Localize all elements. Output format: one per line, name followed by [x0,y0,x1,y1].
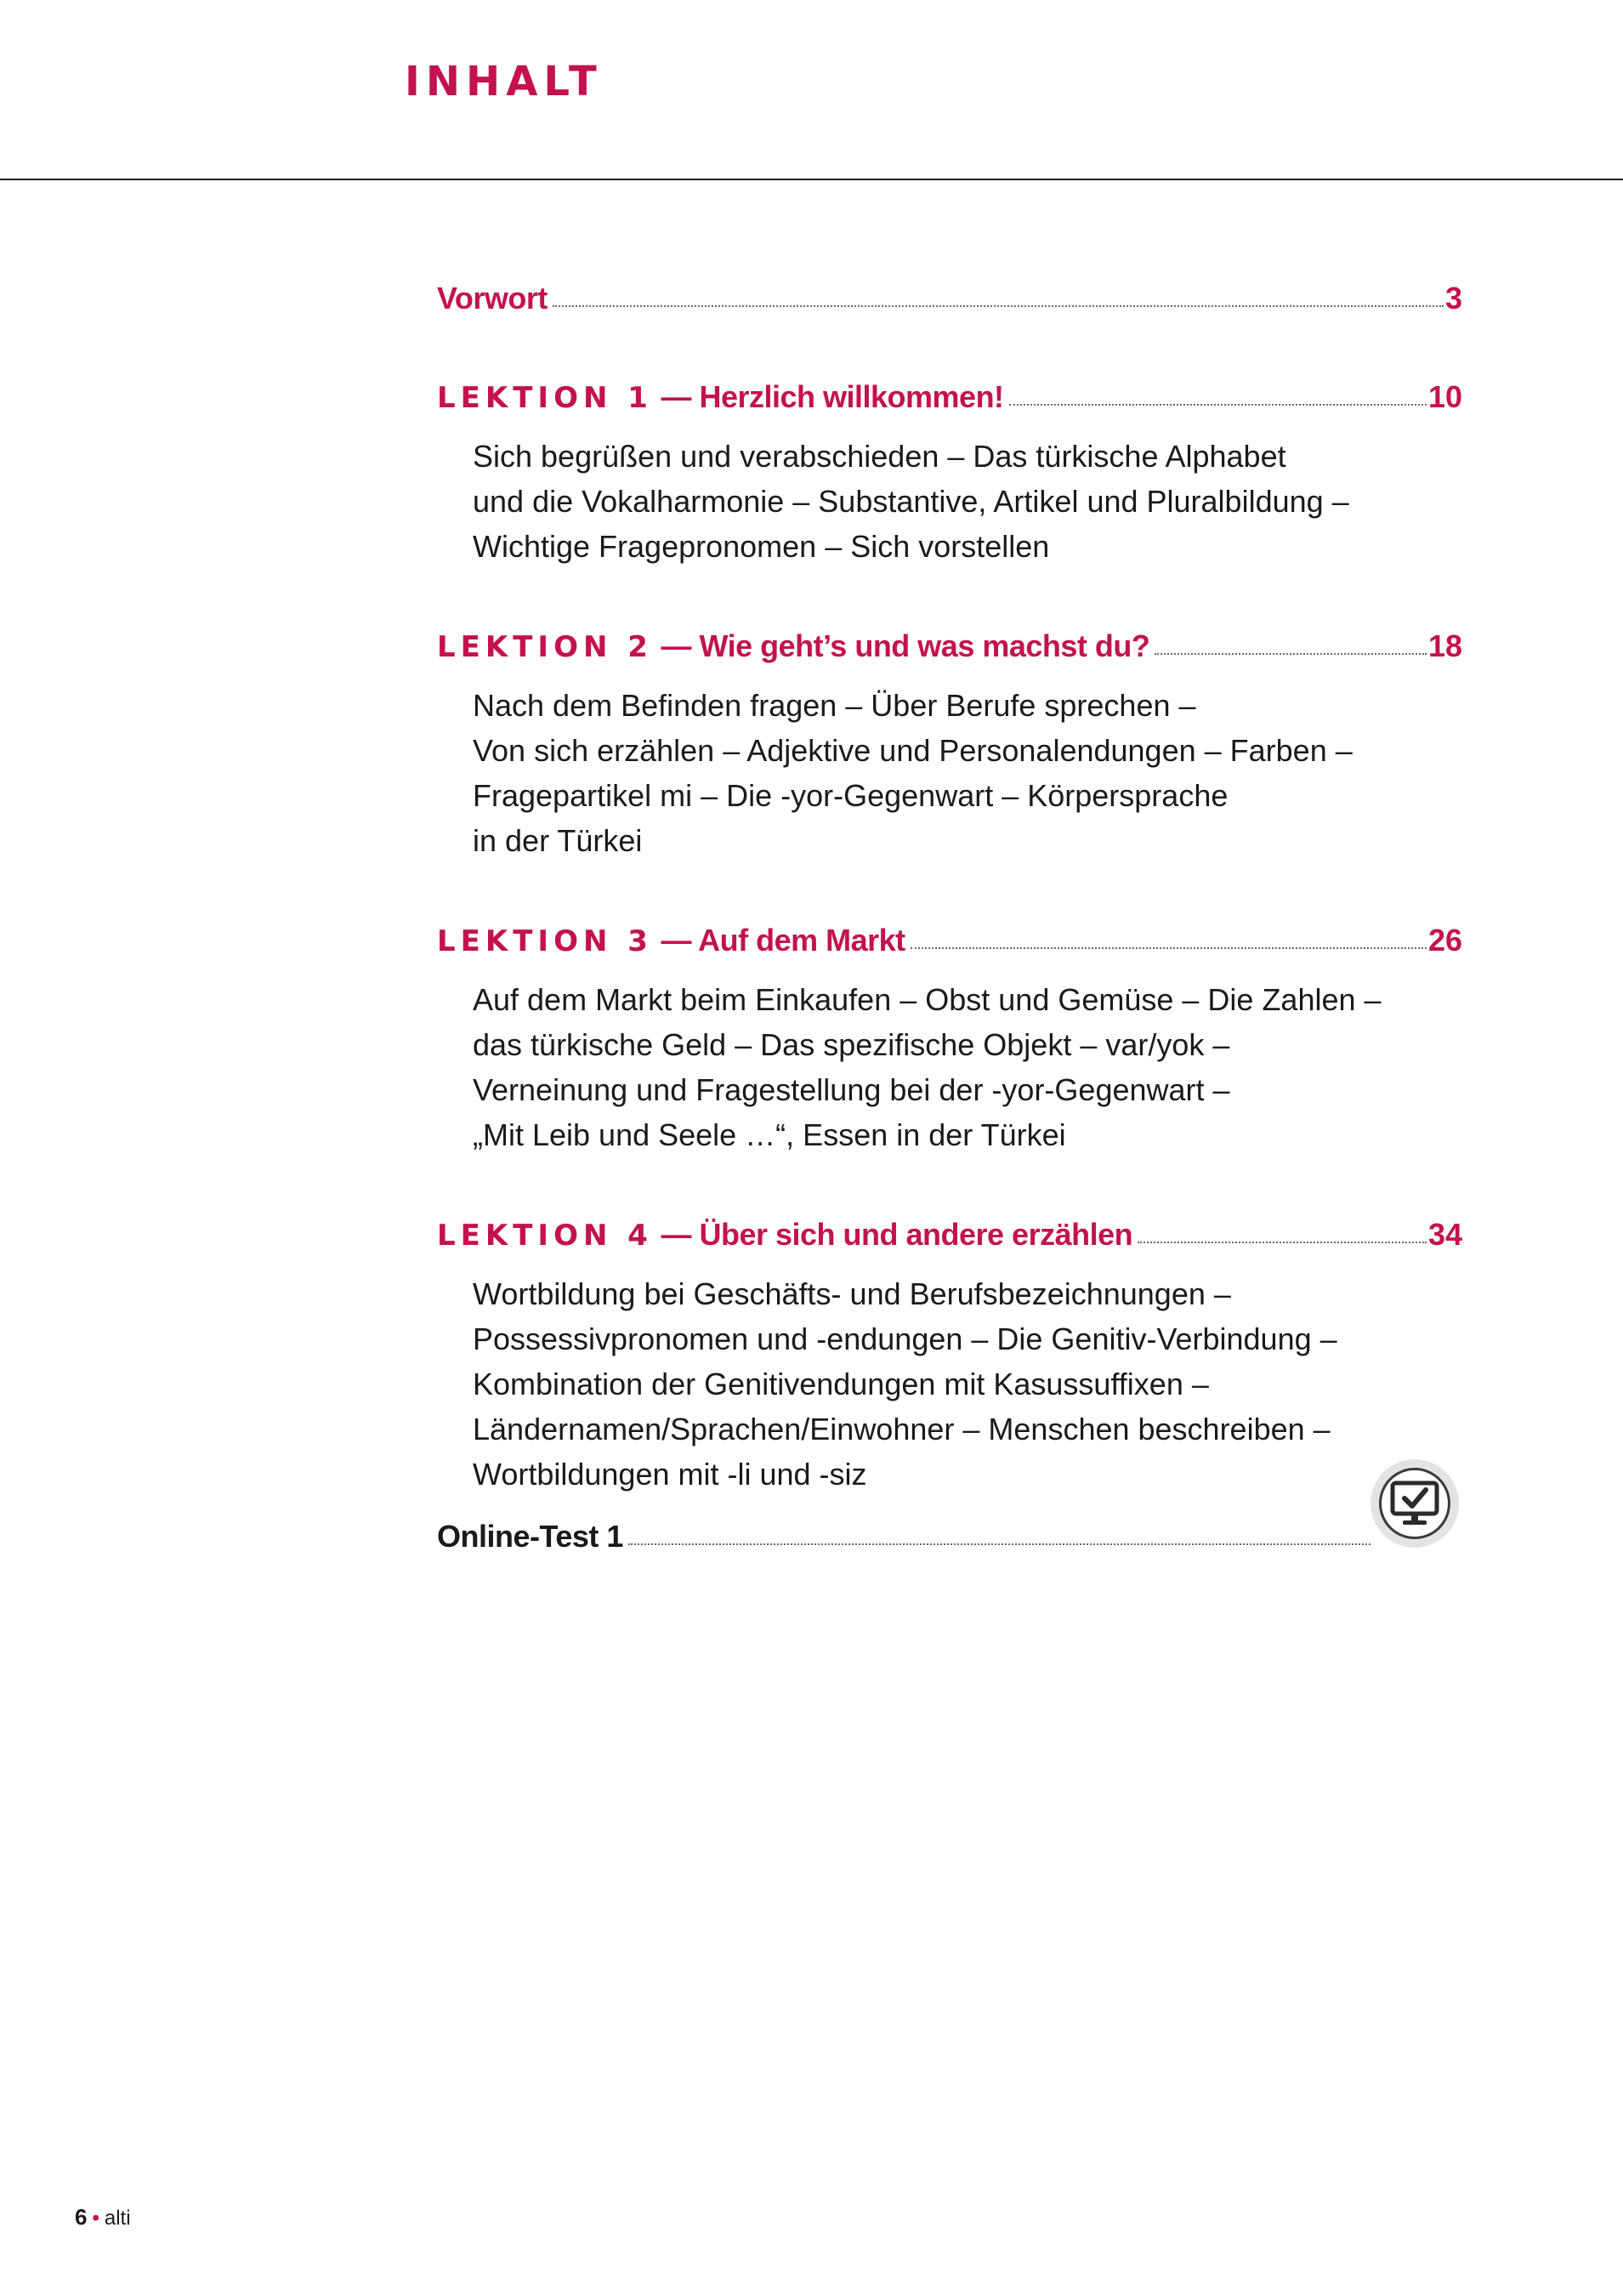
topic-line: Verneinung und Fragestellung bei der -yor-Gegenwart – [473,1072,1230,1107]
topic-line: Wortbildungen mit -li und -siz [473,1457,867,1492]
lesson-title: — Herzlich willkommen! [661,379,1004,414]
footer-bullet-icon: • [92,2207,99,2230]
topic-line: Von sich erzählen – Adjektive und Personalendungen – Farben – [473,733,1353,768]
lesson-label: LEKTION 3 [437,924,653,958]
toc-entry-lesson-4[interactable] [437,1217,1462,1497]
lesson-title: — Auf dem Markt [661,923,905,958]
toc-page-number: 10 [1427,379,1462,414]
page-number: 6 [75,2204,88,2230]
toc-page-number: 34 [1427,1217,1462,1252]
topic-line: Auf dem Markt beim Einkaufen – Obst und Gemüse – Die Zahlen – [473,982,1382,1017]
toc-page-number: 3 [1444,281,1462,315]
topic-line: das türkische Geld – Das spezifische Objekt – var/yok – [473,1027,1230,1062]
topic-line: in der Türkei [473,823,643,858]
topic-line: Ländernamen/Sprachen/Einwohner – Menschen beschreiben – [473,1412,1331,1446]
dot-leader [1138,1242,1427,1243]
lesson-title: — Über sich und andere erzählen [661,1217,1133,1252]
page-footer [75,2204,131,2231]
lesson-topics [473,1271,1462,1497]
lesson-title: — Wie geht’s und was machst du? [661,628,1150,663]
topic-line: und die Vokalharmonie – Substantive, Artikel und Pluralbildung – [473,484,1349,519]
toc-entry-title [437,923,905,958]
topic-line: Nach dem Befinden fragen – Über Berufe sprechen – [473,688,1196,723]
dot-leader [553,305,1444,307]
page-title: INHALT [405,58,603,105]
topic-line: Possessivpronomen und -endungen – Die Genitiv-Verbindung – [473,1321,1337,1356]
dot-leader [628,1543,1370,1545]
monitor-icon-frame [1379,1468,1450,1539]
topic-line: Wortbildung bei Geschäfts- und Berufsbezeichnungen – [473,1276,1231,1311]
header-divider [0,179,1623,180]
lesson-topics [473,434,1462,569]
lesson-topics [473,977,1462,1157]
toc-entry-lesson-3[interactable] [437,923,1462,1157]
dot-leader [1009,404,1427,406]
table-of-contents [437,281,1462,1497]
lesson-topics [473,683,1462,863]
monitor-checkmark-icon[interactable] [1370,1459,1459,1548]
toc-entry-online-test[interactable] [437,1519,1372,1554]
topic-line: Wichtige Fragepronomen – Sich vorstellen [473,529,1050,564]
lesson-label: LEKTION 2 [437,630,653,664]
toc-entry-title [437,628,1149,664]
toc-entry-title [437,379,1004,415]
toc-entry-title: Vorwort [437,281,548,315]
dot-leader [911,947,1427,949]
page-number-word: alti [104,2207,131,2230]
monitor-checkmark-glyph [1389,1480,1440,1527]
toc-entry-lesson-2[interactable] [437,628,1462,863]
toc-entry-preface[interactable] [437,281,1462,316]
toc-entry-title [437,1217,1132,1253]
lesson-label: LEKTION 1 [437,381,653,415]
toc-entry-lesson-1[interactable] [437,379,1462,569]
topic-line: Sich begrüßen und verabschieden – Das türkische Alphabet [473,439,1286,474]
topic-line: „Mit Leib und Seele …“, Essen in der Türkei [473,1117,1066,1152]
topic-line: Kombination der Genitivendungen mit Kasussuffixen – [473,1367,1209,1401]
toc-page-number: 18 [1427,628,1462,663]
topic-line: Fragepartikel mi – Die -yor-Gegenwart – Körpersprache [473,778,1229,813]
lesson-label: LEKTION 4 [437,1219,653,1253]
dot-leader [1155,653,1427,655]
toc-entry-title: Online-Test 1 [437,1519,623,1554]
toc-page-number: 26 [1427,923,1462,958]
